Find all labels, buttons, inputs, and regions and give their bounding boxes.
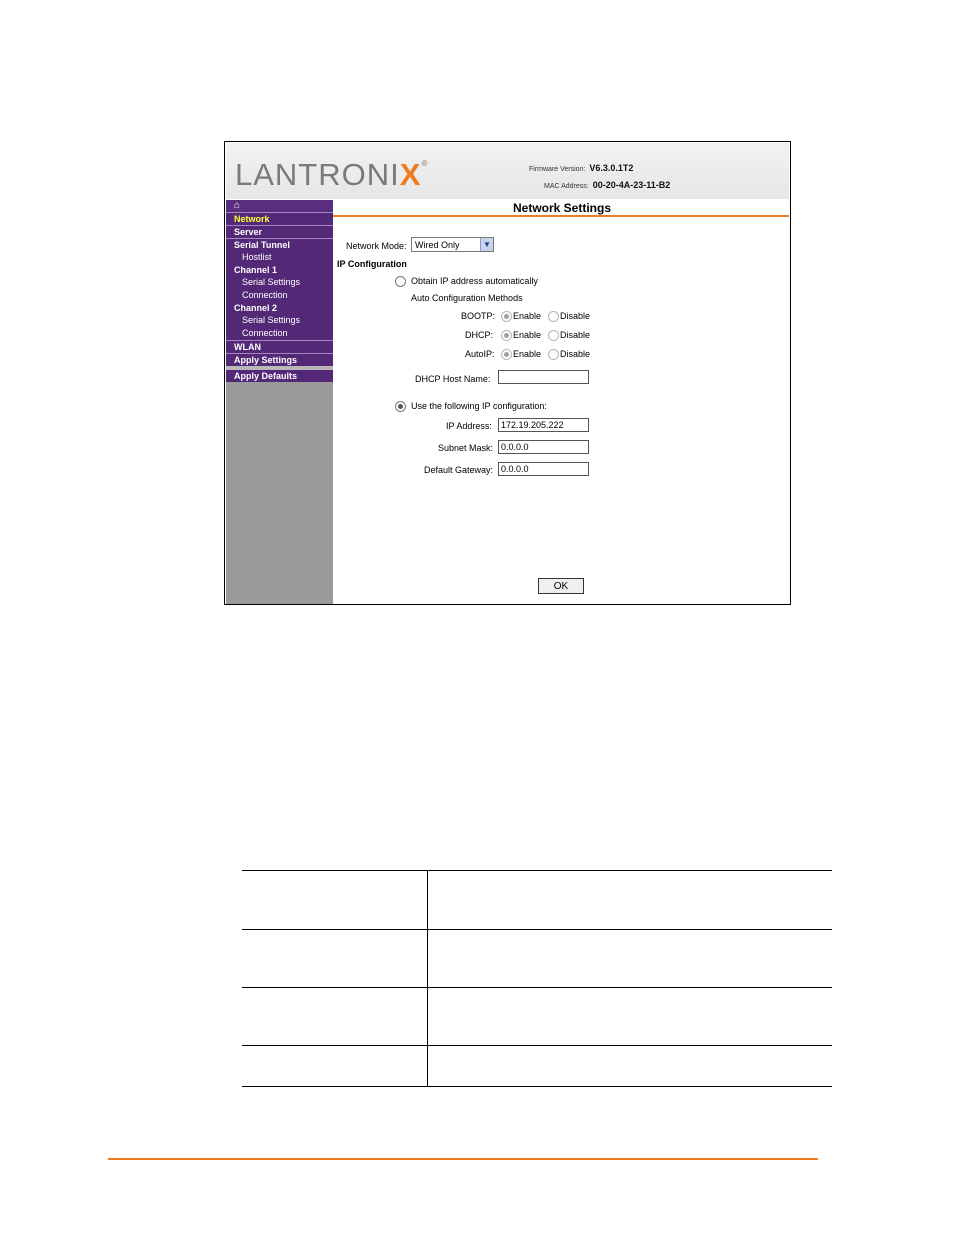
dhcp-host-label: DHCP Host Name:: [415, 374, 491, 384]
ip-address-input[interactable]: [498, 418, 589, 432]
lantronix-logo: LANTRONIX®: [235, 157, 429, 192]
footer-divider: [108, 1158, 818, 1160]
page-title: Network Settings: [512, 201, 611, 215]
bootp-enable-radio[interactable]: [501, 311, 512, 322]
sidebar-item-serial-tunnel[interactable]: Serial Tunnel: [226, 238, 333, 251]
dhcp-disable-label: Disable: [560, 330, 591, 340]
autoip-disable-radio[interactable]: [548, 349, 559, 360]
web-manager-screenshot: [224, 141, 791, 605]
bootp-disable-label: Disable: [560, 311, 591, 321]
default-gateway-label: Default Gateway:: [424, 465, 494, 475]
network-mode-select[interactable]: [411, 237, 494, 252]
autoip-disable-label: Disable: [560, 349, 591, 359]
title-divider: [333, 215, 789, 217]
sidebar: [226, 200, 333, 604]
firmware-version: Firmware Version: V6.3.0.1T2: [529, 163, 634, 173]
sidebar-item-channel-2[interactable]: Channel 2: [226, 302, 333, 314]
sidebar-item-channel1-serial-settings[interactable]: Serial Settings: [226, 276, 333, 289]
network-mode-value: Wired Only: [415, 240, 460, 250]
obtain-auto-radio[interactable]: [395, 276, 406, 287]
obtain-auto-label: Obtain IP address automatically: [411, 276, 538, 286]
sidebar-item-wlan[interactable]: WLAN: [226, 340, 333, 353]
autoip-label: AutoIP:: [465, 349, 495, 359]
network-mode-label: Network Mode:: [346, 241, 407, 251]
bootp-enable-label: Enable: [513, 311, 542, 321]
use-following-label: Use the following IP configuration:: [411, 401, 547, 411]
use-following-radio[interactable]: [395, 401, 406, 412]
auto-methods-label: Auto Configuration Methods: [411, 293, 523, 303]
subnet-mask-input[interactable]: [498, 440, 589, 454]
dhcp-disable-radio[interactable]: [548, 330, 559, 341]
ok-button[interactable]: OK: [538, 578, 584, 594]
home-icon[interactable]: ⌂: [226, 200, 333, 212]
default-gateway-input[interactable]: [498, 462, 589, 476]
subnet-mask-label: Subnet Mask:: [438, 443, 494, 453]
table-row: [242, 988, 832, 1046]
bootp-disable-radio[interactable]: [548, 311, 559, 322]
sidebar-item-channel2-connection[interactable]: Connection: [226, 327, 333, 340]
sidebar-item-network[interactable]: Network: [226, 212, 333, 225]
dhcp-label: DHCP:: [465, 330, 494, 340]
sidebar-item-hostlist[interactable]: Hostlist: [226, 251, 333, 264]
sidebar-item-channel2-serial-settings[interactable]: Serial Settings: [226, 314, 333, 327]
main-panel: [333, 200, 789, 604]
autoip-enable-radio[interactable]: [501, 349, 512, 360]
dhcp-enable-label: Enable: [513, 330, 542, 340]
mac-address: MAC Address: 00-20-4A-23-11-B2: [544, 180, 671, 190]
bootp-label: BOOTP:: [461, 311, 496, 321]
sidebar-item-channel1-connection[interactable]: Connection: [226, 289, 333, 302]
autoip-enable-label: Enable: [513, 349, 542, 359]
table-row: [242, 1046, 832, 1087]
table-row: [242, 930, 832, 988]
dhcp-host-input[interactable]: [498, 370, 589, 384]
header-bar: [226, 143, 789, 199]
document-table: [242, 870, 832, 1087]
dhcp-enable-radio[interactable]: [501, 330, 512, 341]
ip-config-heading: IP Configuration: [337, 259, 407, 269]
sidebar-item-channel-1[interactable]: Channel 1: [226, 264, 333, 276]
chevron-down-icon[interactable]: ▼: [480, 238, 493, 251]
sidebar-item-server[interactable]: Server: [226, 225, 333, 238]
table-row: [242, 870, 832, 930]
sidebar-item-apply-settings[interactable]: Apply Settings: [226, 353, 333, 366]
sidebar-item-apply-defaults[interactable]: Apply Defaults: [226, 370, 333, 382]
ip-address-label: IP Address:: [446, 421, 492, 431]
